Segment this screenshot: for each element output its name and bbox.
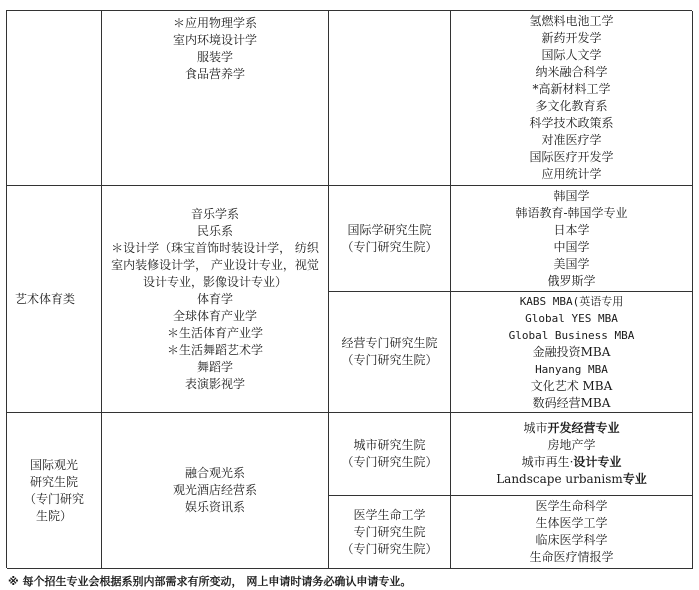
- programs-cell-row1: [451, 11, 693, 186]
- major-item: ＊生活舞蹈艺术学: [166, 342, 263, 357]
- program-item: 多文化教育系: [535, 99, 608, 113]
- program-item: 纳米融合科学: [535, 65, 608, 79]
- program-prefix: 城市再生·: [521, 455, 574, 469]
- institute-cell-medical: [329, 496, 451, 569]
- program-item: [522, 454, 622, 471]
- category-line: 研究生院: [29, 474, 78, 489]
- institute-name-line: 医学生命工学: [353, 507, 426, 522]
- category-line: 国际观光: [29, 457, 78, 472]
- program-item: 金融投资MBA: [532, 344, 611, 359]
- major-item: ＊生活体育产业学: [166, 325, 263, 340]
- programs-cell-medical: [451, 496, 693, 569]
- majors-cell-row2: [102, 186, 329, 413]
- major-item: 服装学: [196, 50, 233, 64]
- institute-name-line: （专门研究生院）: [341, 353, 438, 367]
- major-item: 融合观光系: [184, 466, 245, 480]
- institute-cell-international: [329, 186, 451, 292]
- institute-name-line: （专门研究生院）: [341, 239, 438, 254]
- major-item: 娱乐资讯系: [184, 500, 245, 514]
- program-prefix: Landscape urbanism: [496, 472, 623, 486]
- institute-name-line: （专门研究生院）: [341, 541, 438, 556]
- major-item: 观光酒店经营系: [172, 483, 257, 497]
- program-item: 氢燃料电池工学: [529, 14, 614, 28]
- program-suffix: 专业: [622, 472, 647, 486]
- institute-name-line: （专门研究生院）: [341, 455, 438, 469]
- programs-list: [515, 188, 627, 290]
- programs-list: [529, 498, 613, 566]
- program-prefix: 房地产学: [547, 438, 596, 452]
- programs-list: [529, 13, 613, 183]
- major-item: 室内环境设计学: [172, 33, 257, 47]
- program-item: 生命医疗情报学: [529, 550, 614, 564]
- footnote: ※ 每个招生专业会根据系别内部需求有所变动， 网上申请时请务必确认申请专业。: [8, 575, 412, 588]
- program-item: Hanyang MBA: [535, 362, 608, 376]
- major-item: 舞蹈学: [196, 359, 233, 374]
- category-cell-row3: [7, 413, 102, 569]
- program-item: 中国学: [553, 239, 590, 254]
- program-item: [547, 437, 595, 454]
- program-item: *高新材料工学: [532, 82, 611, 96]
- institute-name-line: 经营专门研究生院: [341, 336, 438, 350]
- major-item: 表演影视学: [184, 376, 245, 391]
- program-item: 数码经营MBA: [532, 395, 611, 410]
- program-item: 对准医疗学: [541, 133, 602, 147]
- program-item: 国际医疗开发学: [529, 150, 614, 164]
- category-label: [24, 457, 84, 525]
- program-item: 文化艺术 MBA: [530, 378, 613, 393]
- majors-list: [106, 206, 324, 393]
- institute-name: [341, 222, 437, 256]
- program-item: 国际人文学: [541, 48, 602, 62]
- program-item: 韩国学: [553, 188, 590, 203]
- major-item: 体育学: [196, 291, 233, 306]
- program-item: 新药开发学: [541, 31, 602, 45]
- major-item: 音乐学系: [190, 206, 239, 221]
- program-item: [496, 471, 647, 488]
- program-suffix: 开发经营专业: [547, 421, 620, 435]
- programs-list: [496, 420, 647, 488]
- institute-name: [341, 507, 437, 558]
- programs-list: [509, 293, 635, 412]
- major-item: ＊应用物理学系: [172, 16, 257, 30]
- major-item: 全球体育产业学: [172, 308, 257, 323]
- institute-cell-business: [329, 292, 451, 413]
- program-item: Global YES MBA: [525, 311, 618, 325]
- majors-cell-row1: [102, 11, 329, 186]
- institute-cell-row1: [329, 11, 451, 186]
- program-item: [523, 420, 619, 437]
- institute-name-line: 城市研究生院: [353, 438, 426, 452]
- institute-name-line: 国际学研究生院: [347, 222, 432, 237]
- program-prefix: 城市: [523, 421, 548, 435]
- majors-cell-row3: [102, 413, 329, 569]
- major-item: 食品营养学: [184, 67, 245, 81]
- program-item: 应用统计学: [541, 167, 602, 181]
- programs-cell-international: [451, 186, 693, 292]
- category-cell-row2: [7, 186, 102, 413]
- institute-name: [341, 335, 437, 369]
- program-item: 临床医学科学: [535, 533, 608, 547]
- program-item: 医学生命科学: [535, 499, 608, 513]
- program-item: 生体医学工学: [535, 516, 608, 530]
- program-item: KABS MBA(英语专用: [519, 294, 624, 308]
- institute-name: [341, 437, 437, 471]
- category-line: 生院）: [35, 508, 72, 523]
- institute-name-line: 专门研究生院: [353, 524, 426, 539]
- majors-list: [173, 15, 257, 83]
- category-cell-row1: [7, 11, 102, 186]
- programs-cell-business: [451, 292, 693, 413]
- institute-cell-urban: [329, 413, 451, 496]
- program-suffix: 设计专业: [573, 455, 622, 469]
- program-item: 美国学: [553, 256, 590, 271]
- program-item: 俄罗斯学: [547, 273, 596, 288]
- major-item: 民乐系: [196, 223, 233, 238]
- major-item: ＊设计学（珠宝首饰时装设计学， 纺织室内装修设计学， 产业设计专业，视觉设计专业，影像设计专业）: [111, 240, 319, 289]
- category-label: 艺术体育类: [15, 291, 76, 306]
- program-item: 韩语教育-韩国学专业: [515, 205, 628, 220]
- category-line: （专门研究: [23, 491, 84, 506]
- program-item: 日本学: [553, 222, 590, 237]
- majors-table: [6, 10, 692, 568]
- program-item: Global Business MBA: [508, 328, 635, 342]
- majors-list: [173, 465, 257, 516]
- program-item: 科学技术政策系: [529, 116, 614, 130]
- programs-cell-urban: [451, 413, 693, 496]
